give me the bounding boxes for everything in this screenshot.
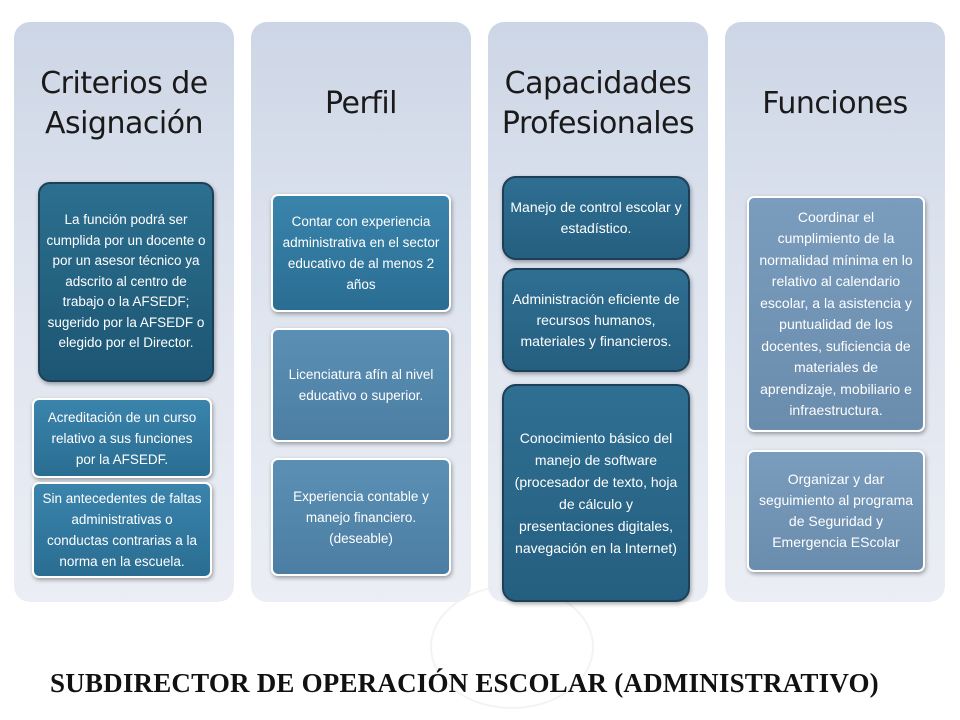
column-title xyxy=(14,64,234,144)
funcion-box-1: Coordinar el cumplimiento de la normalidad mínima en lo relativo al calendario escolar, a la asistencia y puntualidad de los docentes, suficiencia de materiales de aprendizaje, mobiliario e infraestructura. xyxy=(747,196,925,432)
capacidad-box-3: Conocimiento básico del manejo de software (procesador de texto, hoja de cálculo y presentaciones digitales, navegación en la Internet) xyxy=(502,384,690,602)
column-title-line: Profesionales xyxy=(501,106,695,141)
column-capacidades xyxy=(488,22,708,602)
column-funciones xyxy=(725,22,945,602)
column-title-line: Asignación xyxy=(44,106,204,141)
perfil-box-2: Licenciatura afín al nivel educativo o superior. xyxy=(271,328,451,442)
column-title-line: Funciones xyxy=(762,86,908,121)
perfil-box-3: Experiencia contable y manejo financiero. (deseable) xyxy=(271,458,451,576)
column-title-line: Perfil xyxy=(324,86,398,121)
page-title: SUBDIRECTOR DE OPERACIÓN ESCOLAR (ADMINISTRATIVO) xyxy=(50,668,879,698)
column-criterios xyxy=(14,22,234,602)
column-title-line: Criterios de xyxy=(40,66,208,101)
capacidad-box-1: Manejo de control escolar y estadístico. xyxy=(502,176,690,260)
column-perfil xyxy=(251,22,471,602)
column-title-line: Capacidades xyxy=(504,66,692,101)
perfil-box-1: Contar con experiencia administrativa en el sector educativo de al menos 2 años xyxy=(271,194,451,312)
criterio-box-2: Acreditación de un curso relativo a sus funciones por la AFSEDF. xyxy=(32,398,212,478)
capacidad-box-2: Administración eficiente de recursos humanos, materiales y financieros. xyxy=(502,268,690,372)
criterio-box-3: Sin antecedentes de faltas administrativas o conductas contrarias a la norma en la escuela. xyxy=(32,482,212,578)
column-title xyxy=(725,84,945,124)
funcion-box-2: Organizar y dar seguimiento al programa de Seguridad y Emergencia EScolar xyxy=(747,450,925,572)
column-title xyxy=(488,64,708,144)
criterio-box-1: La función podrá ser cumplida por un docente o por un asesor técnico ya adscrito al centro de trabajo o la AFSEDF; sugerido por la AFSEDF o elegido por el Director. xyxy=(38,182,214,382)
column-title xyxy=(251,84,471,124)
